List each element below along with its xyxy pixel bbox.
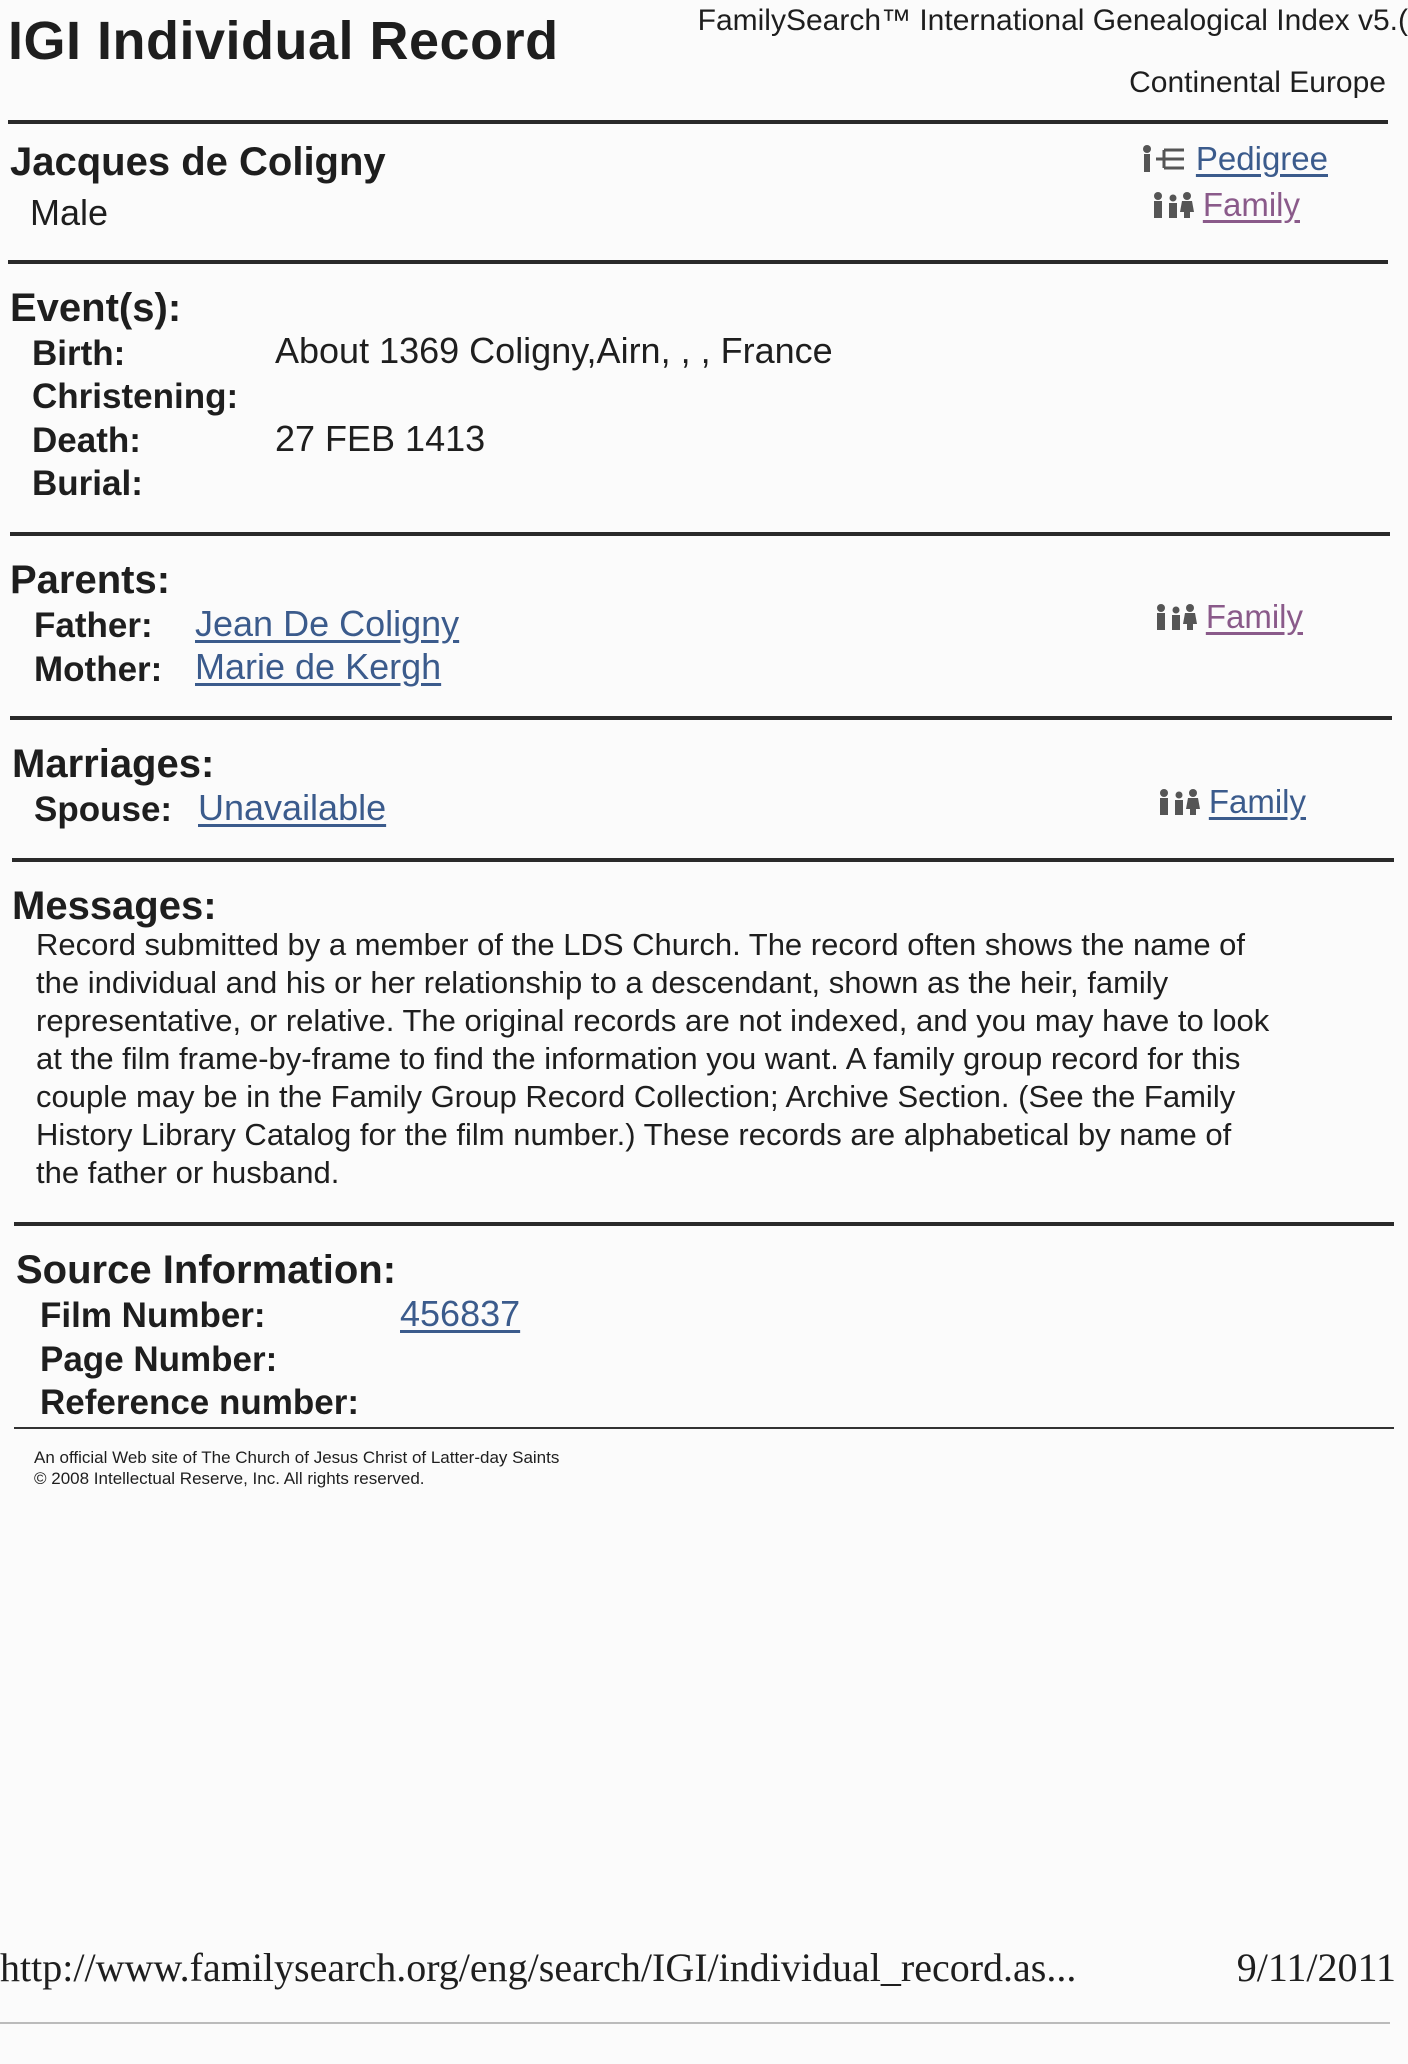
pedigree-link[interactable]: Pedigree: [1195, 140, 1328, 177]
spouse-link[interactable]: Unavailable: [198, 787, 387, 828]
message-line: couple may be in the Family Group Record Collection; Archive Section. (See the Family: [36, 1079, 1236, 1114]
mother-link[interactable]: Marie de Kergh: [195, 646, 442, 687]
divider: [10, 532, 1390, 536]
message-line: at the film frame-by-frame to find the information you want. A family group record for this: [36, 1041, 1241, 1076]
pedigree-link-group[interactable]: [1140, 140, 1328, 178]
print-url: http://www.familysearch.org/eng/search/IGI/individual_record.as...: [0, 1945, 1077, 1990]
birth-value: About 1369 Coligny,Airn, , , France: [275, 330, 833, 371]
father-link[interactable]: Jean De Coligny: [195, 603, 460, 644]
footer-copyright: © 2008 Intellectual Reserve, Inc. All rights reserved.: [34, 1469, 425, 1488]
family-link[interactable]: Family: [1202, 186, 1300, 223]
page-title: IGI Individual Record: [8, 11, 559, 71]
message-line: History Library Catalog for the film number.) These records are alphabetical by name of: [36, 1117, 1232, 1152]
film-number-link[interactable]: 456837: [400, 1293, 521, 1334]
person-name: Jacques de Coligny: [10, 140, 386, 184]
message-line: Record submitted by a member of the LDS Church. The record often shows the name of: [36, 927, 1246, 962]
family-icon: [1154, 603, 1198, 631]
footer-official-site: An official Web site of The Church of Jesus Christ of Latter-day Saints: [34, 1448, 560, 1467]
death-value: 27 FEB 1413: [275, 418, 486, 459]
region-label: Continental Europe: [1129, 66, 1386, 99]
divider: [8, 260, 1388, 264]
burial-label: Burial:: [32, 464, 143, 503]
divider: [14, 1427, 1394, 1429]
family-link-group[interactable]: [1151, 186, 1300, 224]
birth-label: Birth:: [32, 334, 126, 373]
divider: [12, 858, 1394, 862]
family-icon: [1157, 788, 1201, 816]
events-heading: Event(s):: [10, 286, 182, 330]
index-title: FamilySearch™ International Genealogical Index v5.(: [697, 4, 1408, 37]
mother-label: Mother:: [34, 650, 163, 689]
parents-family-link-group[interactable]: [1154, 598, 1303, 636]
pedigree-icon: [1140, 144, 1188, 174]
message-line: the individual and his or her relationship to a descendant, shown as the heir, family: [36, 965, 1169, 1000]
divider: [14, 1222, 1394, 1226]
marriages-family-link-group[interactable]: [1157, 783, 1306, 821]
message-line: the father or husband.: [36, 1155, 340, 1190]
film-number-label: Film Number:: [40, 1296, 266, 1335]
parents-heading: Parents:: [10, 558, 171, 602]
spouse-label: Spouse:: [34, 790, 173, 829]
parents-family-link[interactable]: Family: [1205, 598, 1303, 635]
person-gender: Male: [30, 192, 109, 233]
father-label: Father:: [34, 606, 153, 645]
divider: [10, 716, 1392, 720]
print-date: 9/11/2011: [1236, 1945, 1396, 1990]
christening-label: Christening:: [32, 377, 239, 416]
reference-number-label: Reference number:: [40, 1383, 359, 1422]
page-number-label: Page Number:: [40, 1340, 278, 1379]
message-line: representative, or relative. The original records are not indexed, and you may have to look: [36, 1003, 1270, 1038]
family-icon: [1151, 191, 1195, 219]
source-heading: Source Information:: [16, 1248, 397, 1292]
death-label: Death:: [32, 421, 141, 460]
divider: [8, 120, 1388, 124]
messages-text: [36, 926, 1386, 1192]
marriages-family-link[interactable]: Family: [1208, 783, 1306, 820]
divider: [0, 2022, 1390, 2024]
messages-heading: Messages:: [12, 884, 217, 928]
marriages-heading: Marriages:: [12, 742, 215, 786]
